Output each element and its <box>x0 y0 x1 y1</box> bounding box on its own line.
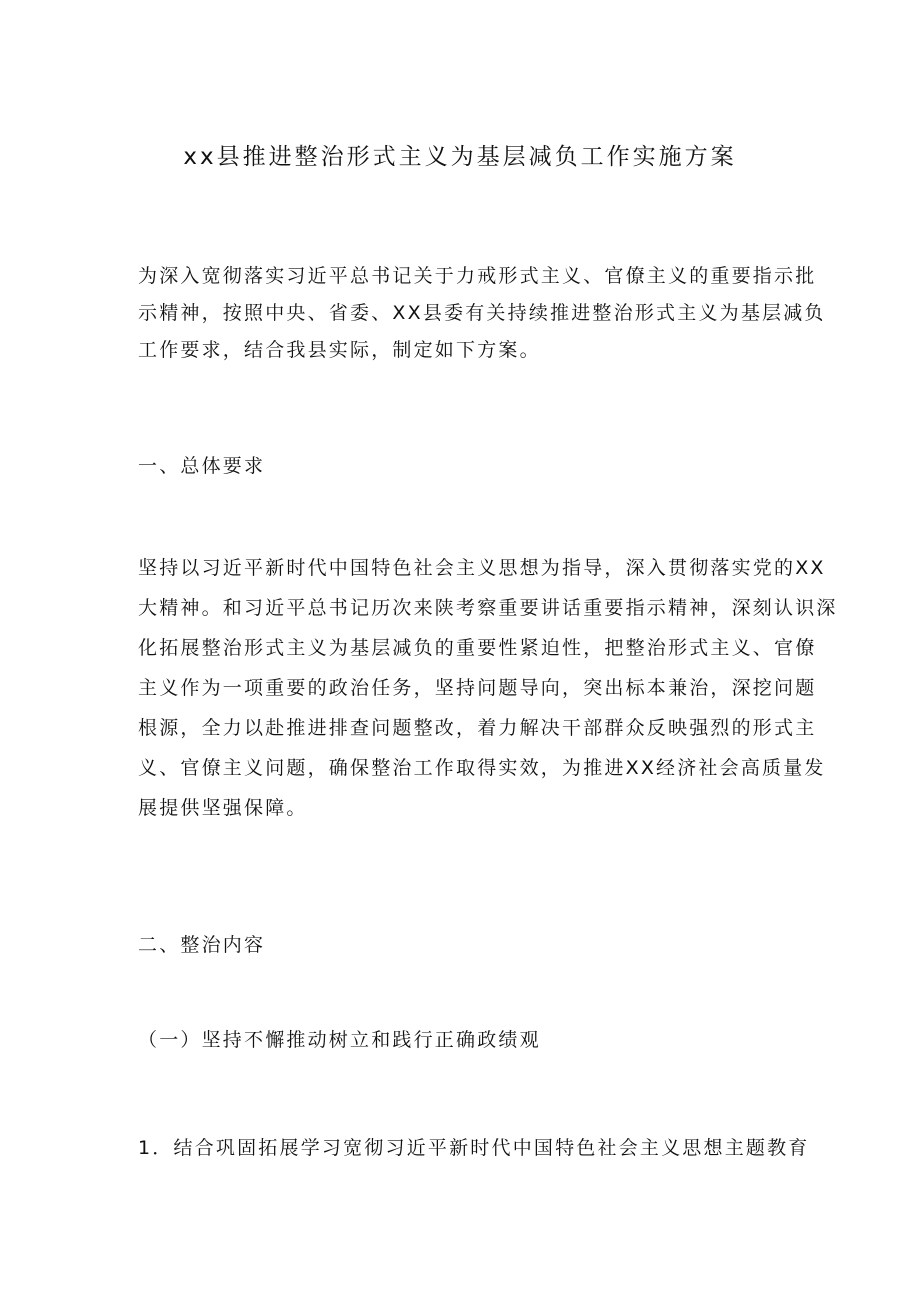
document-title: xx县推进整治形式主义为基层减负工作实施方案 <box>183 144 737 170</box>
paragraph-line: 坚持以习近平新时代中国特色社会主义思想为指导，深入贯彻落实党的XX <box>138 557 826 579</box>
subsection-heading: （一）坚持不懈推动树立和践行正确政绩观 <box>138 1029 541 1051</box>
paragraph-line: 化拓展整治形式主义为基层减负的重要性紧迫性，把整治形式主义、官僚 <box>138 637 817 659</box>
overall-requirements-paragraph <box>138 548 838 828</box>
paragraph-line: 为深入宽彻落实习近平总书记关于力戒形式主义、官僚主义的重要指示批 <box>138 265 817 287</box>
paragraph-line: 根源，全力以赴推进排查问题整改，着力解决干部群众反映强烈的形式主 <box>138 717 817 739</box>
paragraph-line: 义、官僚主义问题，确保整治工作取得实效，为推进XX经济社会高质量发 <box>138 757 826 779</box>
paragraph-line: 示精神，按照中央、省委、XX县委有关持续推进整治形式主义为基层减负 <box>138 302 826 324</box>
section-heading-overall-requirements: 一、总体要求 <box>138 455 266 477</box>
list-item: 1．结合巩固拓展学习宽彻习近平新时代中国特色社会主义思想主题教育 <box>138 1137 810 1159</box>
intro-paragraph <box>138 258 826 369</box>
paragraph-line: 工作要求，结合我县实际，制定如下方案。 <box>138 339 541 361</box>
paragraph-line: 主义作为一项重要的政治任务，坚持问题导向，突出标本兼治，深挖问题 <box>138 677 817 699</box>
paragraph-line: 大精神。和习近平总书记历次来陕考察重要讲话重要指示精神，深刻认识深 <box>138 597 838 619</box>
paragraph-line: 展提供坚强保障。 <box>138 797 308 819</box>
section-heading-rectification-content: 二、整治内容 <box>138 934 266 956</box>
